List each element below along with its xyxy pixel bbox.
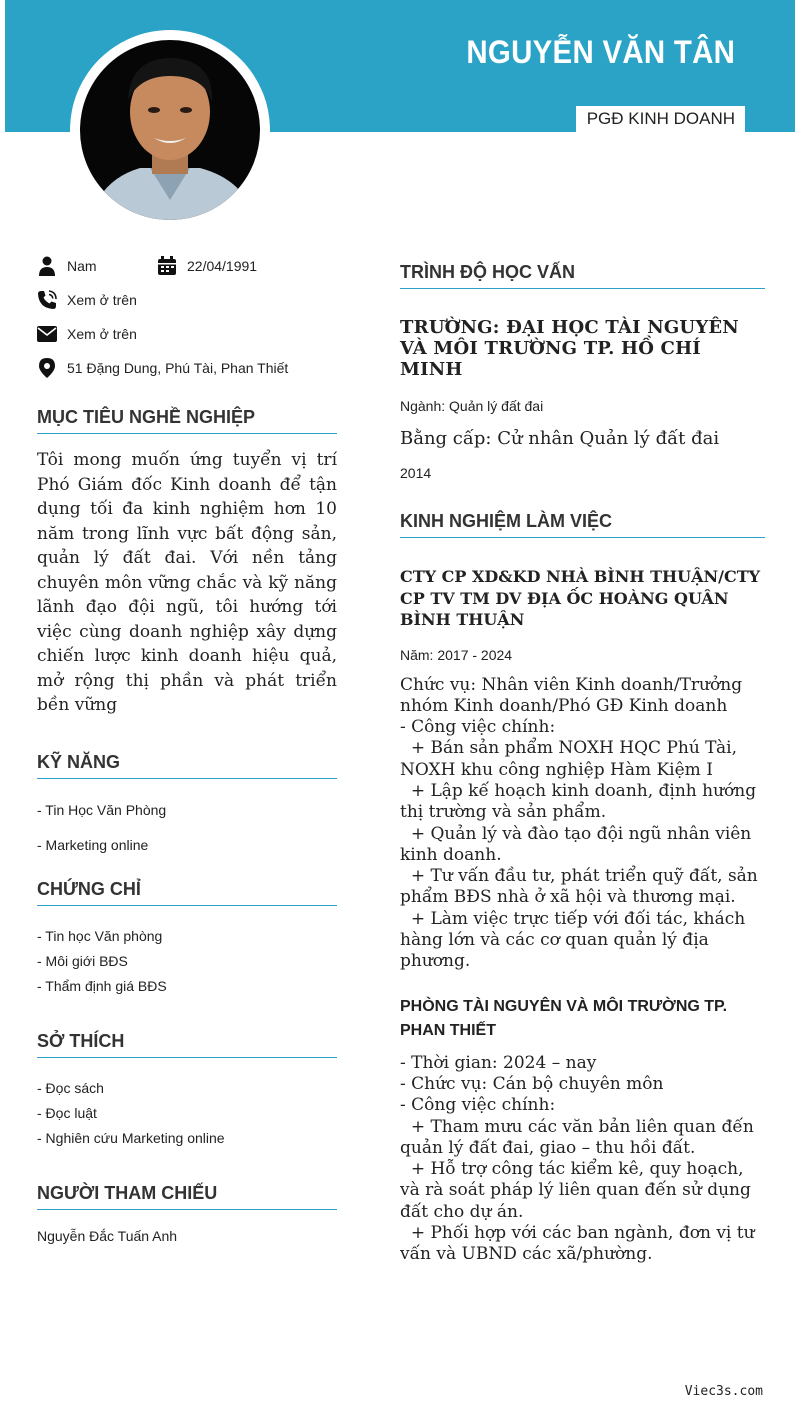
list-item: - Thẩm định giá BĐS	[37, 977, 167, 994]
skills-list	[37, 793, 337, 863]
graduation-year: 2014	[400, 465, 432, 481]
job-title: PGĐ KINH DOANH	[576, 106, 745, 132]
school-name: TRƯỜNG: ĐẠI HỌC TÀI NGUYÊN VÀ MÔI TRƯỜNG TP. HỒ CHÍ MINH	[400, 317, 739, 380]
job1-company: CTY CP XD&KD NHÀ BÌNH THUẬN/CTY CP TV TM DV ĐỊA ỐC HOÀNG QUÂN BÌNH THUẬN	[400, 567, 761, 629]
objective-heading: MỤC TIÊU NGHỀ NGHIỆP	[37, 407, 337, 434]
experience-heading: KINH NGHIỆM LÀM VIỆC	[400, 511, 765, 538]
job1-description: Chức vụ: Nhân viên Kinh doanh/Trưởng nhóm Kinh doanh/Phó GĐ Kinh doanh - Công việc chính: + Bán sản phẩm NOXH HQC Phú Tài, NOXH khu công nghiệp Hàm Kiệm I + Lập kế hoạch kinh doanh, định hướng thị trường và sản phẩm. + Quản lý và đào tạo đội ngũ nhân viên kinh doanh. + Tư vấn đầu tư, phát triển quỹ đất, sản phẩm BĐS nhà ở xã hội và thương mại. + Làm việc trực tiếp với đối tác, khách hàng lớn và các cơ quan quản lý địa phương.	[400, 674, 758, 972]
address-value: 51 Đặng Dung, Phú Tài, Phan Thiết	[67, 360, 289, 376]
skills-heading: KỸ NĂNG	[37, 752, 337, 779]
list-item: - Marketing online	[37, 836, 149, 853]
degree: Bằng cấp: Cử nhân Quản lý đất đai	[400, 428, 720, 449]
gender-value: Nam	[67, 258, 97, 274]
major: Ngành: Quản lý đất đai	[400, 398, 544, 414]
candidate-name: NGUYỄN VĂN TÂN	[466, 34, 735, 70]
objective-text: Tôi mong muốn ứng tuyển vị trí Phó Giám đốc Kinh doanh để tận dụng tối đa kinh nghiệm hơn 10 năm trong lĩnh vực bất động sản, quản lý đất đai. Với nền tảng chuyên môn vững chắc và kỹ năng lãnh đạo đội ngũ, tôi hướng tới việc cùng doanh nghiệp xây dựng chiến lược kinh doanh hiệu quả, mở rộng thị phần và phát triển bền vững	[37, 450, 337, 715]
list-item: - Đọc sách	[37, 1079, 104, 1096]
job2-company: PHÒNG TÀI NGUYÊN VÀ MÔI TRƯỜNG TP. PHAN THIẾT	[400, 997, 728, 1039]
avatar-photo	[80, 40, 260, 220]
list-item: - Tin Học Văn Phòng	[37, 801, 167, 818]
hobbies-heading: SỞ THÍCH	[37, 1031, 337, 1058]
envelope-icon	[37, 324, 57, 344]
left-column	[37, 250, 337, 1244]
job1-years: Năm: 2017 - 2024	[400, 646, 513, 663]
calendar-icon	[157, 256, 177, 276]
references-heading: NGƯỜI THAM CHIẾU	[37, 1183, 337, 1210]
list-item: - Đọc luật	[37, 1104, 97, 1121]
education-heading: TRÌNH ĐỘ HỌC VẤN	[400, 262, 765, 289]
dob-value: 22/04/1991	[187, 258, 258, 274]
email-value: Xem ở trên	[67, 326, 137, 342]
job2-description: - Thời gian: 2024 – nay - Chức vụ: Cán bộ chuyên môn - Công việc chính: + Tham mưu các văn bản liên quan đến quản lý đất đai, giao – thu hồi đất. + Hỗ trợ công tác kiểm kê, quy hoạch, và rà soát pháp lý liên quan đến sử dụng đất cho dự án. + Phối hợp với các ban ngành, đơn vị tư vấn và UBND các xã/phường.	[400, 1052, 755, 1265]
certificates-heading: CHỨNG CHỈ	[37, 879, 337, 906]
phone-value: Xem ở trên	[67, 292, 137, 308]
hobbies-list	[37, 1076, 337, 1151]
list-item: - Môi giới BĐS	[37, 952, 128, 969]
avatar	[70, 30, 270, 230]
certificates-list	[37, 924, 337, 999]
location-pin-icon	[37, 358, 57, 378]
footer-brand: Viec3s.com	[684, 1384, 763, 1399]
phone-icon	[37, 290, 57, 310]
person-icon	[37, 256, 57, 276]
list-item: - Tin học Văn phòng	[37, 927, 163, 944]
list-item: - Nghiên cứu Marketing online	[37, 1129, 225, 1146]
reference-name: Nguyễn Đắc Tuấn Anh	[37, 1227, 178, 1244]
right-column	[400, 262, 765, 1266]
